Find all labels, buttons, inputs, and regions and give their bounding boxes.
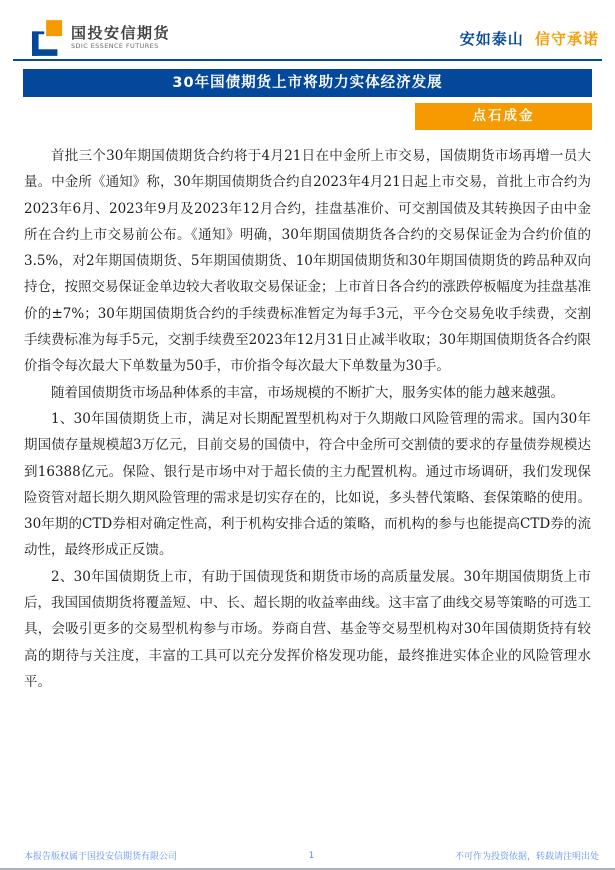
footer-copyright: 本报告版权属于国投安信期货有限公司: [24, 852, 178, 862]
header-divider: [13, 59, 602, 61]
slogan-orange-text: 信守承诺: [534, 29, 599, 48]
company-name: 国投安信期货: [71, 24, 171, 42]
report-title-bar: 30年国债期货上市将助力实体经济发展: [23, 69, 592, 97]
footer-disclaimer: 不可作为投资依据，转载请注明出处: [454, 852, 599, 862]
footer-page-number: 1: [308, 850, 315, 861]
company-logo: [32, 20, 170, 56]
slogan-blue-text: 安如泰山: [459, 29, 524, 48]
company-logo-text: [71, 25, 170, 51]
report-header: [0, 0, 615, 56]
company-logo-icon: [32, 20, 64, 56]
article-paragraph-4: 2、30年国债期货上市，有助于国债现货和期货市场的高质量发展。30年期国债期货上市后，我国国债期货将覆盖短、中、长、超长期的收益率曲线。这丰富了曲线交易等策略的可选工具，会吸引更多的交易型机构参与市场。券商自营、基金等交易型机构对30年国债期货持有较高的期待与关注度，丰富的工具可以充分发挥价格发现功能，最终推进实体企业的风险管理水平。: [24, 568, 591, 690]
company-slogan: [460, 28, 599, 49]
article-paragraph-2: 随着国债期货市场品种体系的丰富，市场规模的不断扩大，服务实体的能力越来越强。: [51, 384, 564, 401]
report-footer: [24, 849, 599, 862]
article-paragraph-3: 1、30年国债期货上市，满足对长期配置型机构对于久期敞口风险管理的需求。国内30年期国债存量规模超3万亿元，目前交易的国债中，符合中金所可交割债的要求的存量债券规模达到16388亿元。保险、银行是市场中对于超长债的主力配置机构。通过市场调研，我们发现保险资管对超长期久期风险管理的需求是切实存在的，比如说，多头替代策略、套保策略的使用。30年期的CTD券相对确定性高，利于机构安排合适的策略，而机构的参与也能提高CTD券的流动性，最终形成正反馈。: [24, 410, 591, 559]
badge-row: [0, 103, 592, 130]
column-badge: 点石成金: [415, 103, 592, 130]
article-body: [24, 143, 591, 695]
article-paragraph-1: 首批三个30年期国债期货合约将于4月21日在中金所上市交易，国债期货市场再增一员大量。中金所《通知》称，30年期国债期货合约自2023年4月21日起上市交易，首批上市合约为2023年6月、2023年9月及2023年12月合约，挂盘基准价、可交割国债及其转换因子由中金所在合约上市交易前公布。《通知》明确，30年期国债期货各合约的交易保证金为合约价值的3.5%，对2年期国债期货、5年期国债期货、10年期国债期货和30年期国债期货的跨品种双向持仓，按照交易保证金单边较大者收取交易保证金；上市首日各合约的涨跌停板幅度为挂盘基准价的±7%；30年期国债期货合约的手续费标准暂定为每手3元，平今仓交易免收手续费，交割手续费标准为每手5元，交割手续费至2023年12月31日止减半收取；30年期国债期货各合约限价指令每次最大下单数量为50手，市价指令每次最大下单数量为30手。: [24, 148, 591, 375]
company-name-en: SDIC ESSENCE FUTURES: [71, 42, 159, 50]
